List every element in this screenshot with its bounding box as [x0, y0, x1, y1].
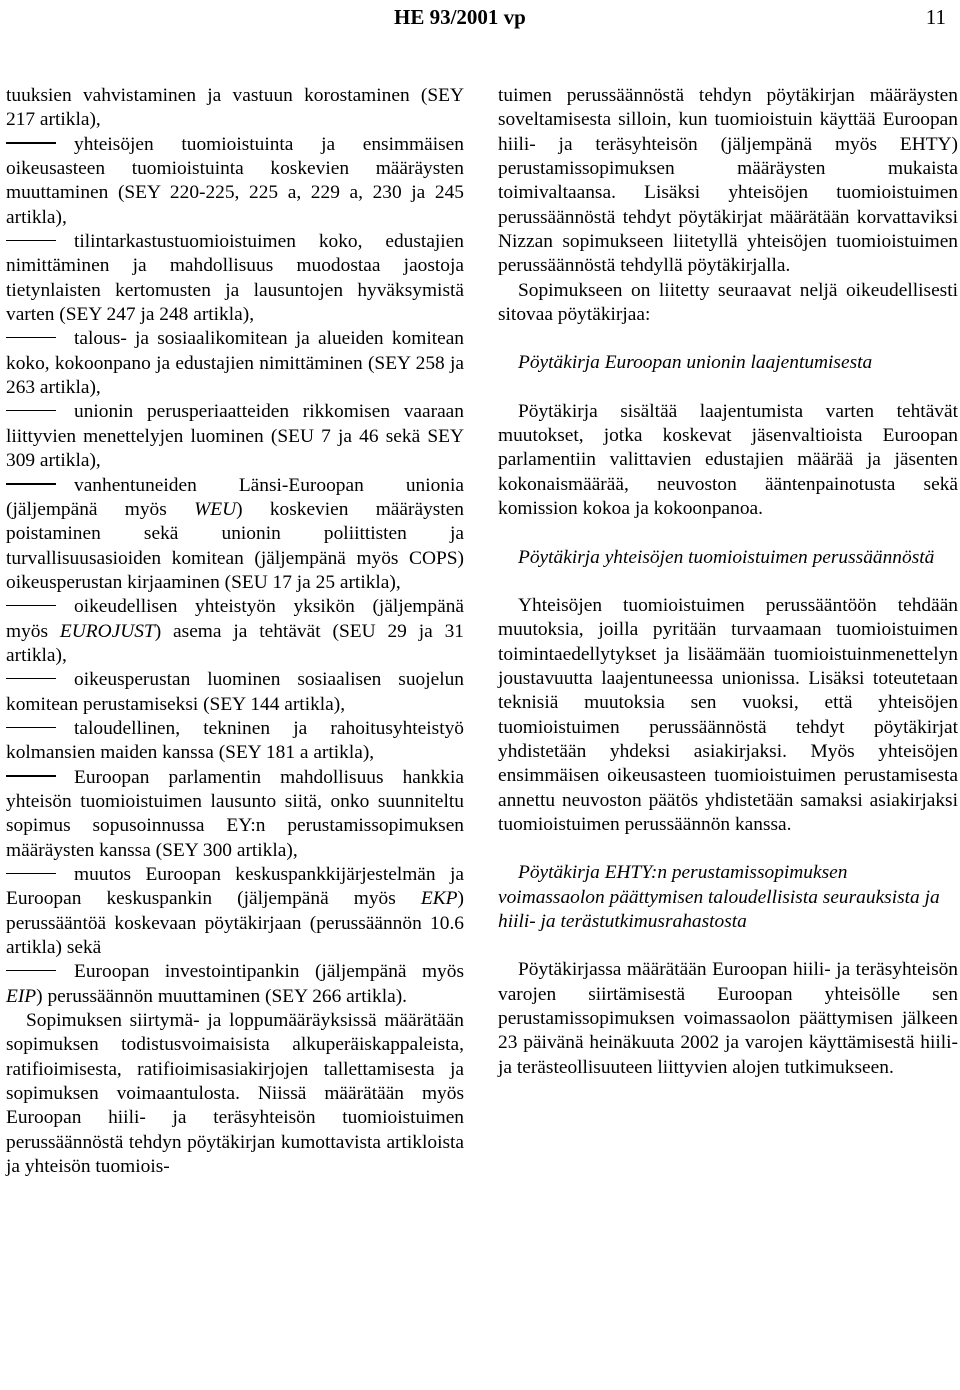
em-dash-marker: [6, 970, 56, 971]
dash-list-item: [6, 863, 464, 960]
page-header: [0, 2, 960, 32]
italic-abbreviation: EKP: [420, 888, 458, 910]
section-heading: [498, 351, 958, 375]
dash-list-item: [6, 766, 464, 863]
dash-list-item: [6, 668, 464, 717]
paragraph-text: unionin perusperiaatteiden rikkomisen vaaraan liittyvien menettelyjen luominen (SEU 7 ja 46 sekä SEY 309 artikla),: [6, 401, 464, 472]
paragraph-text: muutos Euroopan keskuspankkijärjestelmän ja Euroopan keskuspankin (jäljempänä myös: [6, 864, 464, 910]
paragraph-text: ) perussääntöä koskevaan pöytäkirjaan (perussäännön 10.6 artikla) sekä: [6, 888, 464, 959]
paragraph-text: taloudellinen, tekninen ja rahoitusyhteistyö kolmansien maiden kanssa (SEY 181 a artikla),: [6, 717, 464, 764]
dash-list-item: [6, 595, 464, 668]
em-dash-marker: [6, 605, 56, 606]
dash-list-item: [6, 230, 464, 327]
em-dash-marker: [6, 142, 56, 143]
section-heading: [498, 546, 958, 570]
paragraph-text: ) perussäännön muuttaminen (SEY 266 artikla).: [36, 985, 408, 1007]
body-paragraph: [498, 958, 958, 1080]
paragraph-text: Pöytäkirja EHTY:n perustamissopimuksen voimassaolon päättymisen taloudellisista seurauksista ja hiili- ja terästutkimusrahastosta: [498, 862, 940, 932]
right-column: [498, 84, 958, 1080]
paragraph-text: oikeudellisen yhteistyön yksikön (jäljempänä myös: [6, 596, 464, 642]
paragraph-text: vanhentuneiden Länsi-Euroopan unionia (jäljempänä myös: [6, 474, 464, 520]
paragraph-text: tuimen perussäännöstä tehdyn pöytäkirjan määräysten soveltamisesta silloin, kun tuomioistuin käyttää Euroopan hiili- ja teräsyhteisön (jäljempänä myös EHTY) perustamissopimuksen määräysten mukaista toimivaltaansa. Lisäksi yhteisöjen tuomioistuimen perussäännöstä tehdyt pöytäkirjat määrätään korvattaviksi Nizzan sopimukseen liitetyllä yhteisöjen tuomioistuimen perussäännöstä tehdyllä pöytäkirjalla.: [498, 85, 958, 277]
italic-abbreviation: EUROJUST: [59, 620, 155, 642]
paragraph-text: Euroopan investointipankin (jäljempänä myös: [74, 961, 464, 983]
em-dash-marker: [6, 337, 56, 338]
dash-list-item: [6, 133, 464, 230]
paragraph-text: Euroopan parlamentin mahdollisuus hankkia yhteisön tuomioistuimen lausunto siitä, onko suunniteltu sopimus sopusoinnussa EY:n perustamissopimuksen määräysten kanssa (SEY 300 artikla),: [6, 766, 464, 861]
em-dash-marker: [6, 873, 56, 874]
body-paragraph: [498, 400, 958, 522]
italic-abbreviation: EIP: [6, 985, 37, 1007]
dash-list-item: [6, 717, 464, 766]
paragraph-text: tilintarkastustuomioistuimen koko, edustajien nimittäminen ja mahdollisuus muodostaa jaostoja tietynlaisten kertomusten ja lausuntojen hyväksymistä varten (SEY 247 ja 248 artikla),: [6, 231, 464, 326]
body-paragraph: [498, 279, 958, 328]
paragraph-text: Pöytäkirja sisältää laajentumista varten tehtävät muutokset, jotka koskevat jäsenvaltioista Euroopan parlamentiin valittavien edustajien määrää ja jäsenten kokonaismäärää, neuvoston ääntenpainotusta sekä komission kokoa ja kokoonpanoa.: [498, 400, 958, 520]
em-dash-marker: [6, 410, 56, 411]
section-heading: [498, 861, 958, 934]
paragraph-text: Pöytäkirja yhteisöjen tuomioistuimen perussäännöstä: [518, 546, 935, 568]
body-paragraph: [6, 1009, 464, 1179]
em-dash-marker: [6, 727, 56, 728]
paragraph-text: Sopimuksen siirtymä- ja loppumääräyksissä määrätään sopimuksen todistusvoimaisista alkuperäiskappaleista, ratifioimisesta, ratifioimisasiakirjojen tallettamisesta ja sopimuksen voimaantulosta. Niissä määrätään myös Euroopan hiili- ja teräsyhteisön tuomioistuimen perussäännöstä tehdyn pöytäkirjan kumottavista artikloista ja yhteisön tuomiois-: [6, 1010, 464, 1178]
paragraph-text: Yhteisöjen tuomioistuimen perussääntöön tehdään muutoksia, joilla pyritään turvaamaan tuomioistuimen toimintaedellytykset ja lisäämään tuomioistuinmenettelyn joustavuutta laajentuneessa unionissa. Lisäksi toteutetaan teknisiä muutoksia sen vuoksi, että yhteisöjen tuomioistuimen perussäännöstä tehdyt pöytäkirjat yhdistetään yhdeksi asiakirjaksi. Myös yhteisöjen ensimmäisen oikeusasteen tuomioistuimen perustamisesta annettu neuvoston päätös yhdistetään samaksi asiakirjaksi tuomioistuimen perussäännön kanssa.: [498, 594, 958, 835]
paragraph-text: Pöytäkirjassa määrätään Euroopan hiili- ja teräsyhteisön varojen siirtämisestä Euroopan yhteisölle sen perustamissopimuksen voimassaolon päättymisen jälkeen 23 päivänä heinäkuuta 2002 ja varojen käyttämisestä hiili- ja terästeollisuuteen liittyvien alojen tutkimukseen.: [498, 959, 958, 1078]
paragraph-text: ) asema ja tehtävät (SEU 29 ja 31 artikla),: [6, 620, 464, 666]
document-id: HE 93/2001 vp: [394, 5, 526, 29]
dash-list-item: [6, 327, 464, 400]
paragraph-gap: [498, 376, 958, 400]
paragraph-text: tuuksien vahvistaminen ja vastuun korostaminen (SEY 217 artikla),: [6, 85, 464, 131]
em-dash-marker: [6, 240, 56, 241]
paragraph-text: Pöytäkirja Euroopan unionin laajentumisesta: [518, 352, 873, 374]
dash-list-item: [6, 474, 464, 596]
continued-paragraph: [6, 84, 464, 133]
body-paragraph: [498, 594, 958, 837]
em-dash-marker: [6, 775, 56, 776]
paragraph-gap: [498, 570, 958, 594]
paragraph-text: Sopimukseen on liitetty seuraavat neljä oikeudellisesti sitovaa pöytäkirjaa:: [498, 279, 958, 326]
paragraph-text: talous- ja sosiaalikomitean ja alueiden komitean koko, kokoonpano ja edustajien nimittäminen (SEY 258 ja 263 artikla),: [6, 328, 464, 399]
page-number: 11: [925, 5, 946, 29]
em-dash-marker: [6, 483, 56, 484]
paragraph-gap: [498, 522, 958, 546]
paragraph-text: ) koskevien määräysten poistaminen sekä unionin poliittisten ja turvallisuusasioiden komitean (jäljempänä myös COPS) oikeusperustan kirjaaminen (SEU 17 ja 25 artikla),: [6, 498, 464, 593]
paragraph-text: yhteisöjen tuomioistuinta ja ensimmäisen oikeusasteen tuomioistuinta koskevien määräysten muuttaminen (SEY 220-225, 225 a, 229 a, 230 ja 245 artikla),: [6, 133, 464, 228]
italic-abbreviation: WEU: [194, 498, 237, 520]
continued-paragraph: [498, 84, 958, 279]
dash-list-item: [6, 400, 464, 473]
left-column: [6, 84, 464, 1179]
paragraph-gap: [498, 327, 958, 351]
dash-list-item: [6, 960, 464, 1009]
paragraph-text: oikeusperustan luominen sosiaalisen suojelun komitean perustamiseksi (SEY 144 artikla),: [6, 669, 464, 715]
paragraph-gap: [498, 934, 958, 958]
em-dash-marker: [6, 678, 56, 679]
paragraph-gap: [498, 837, 958, 861]
